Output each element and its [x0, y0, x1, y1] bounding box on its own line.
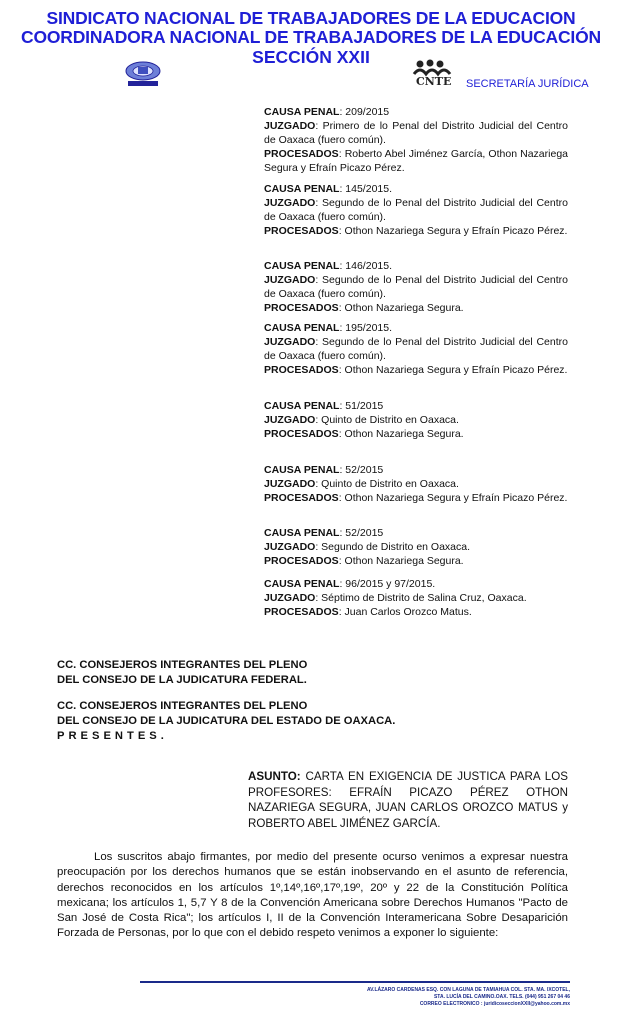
header-coordinator-name: COORDINADORA NACIONAL DE TRABAJADORES DE LA EDUCACIÓN [21, 27, 601, 47]
addressee-line: DEL CONSEJO DE LA JUDICATURA DEL ESTADO DE OAXACA. [57, 715, 396, 727]
causa-value: : 52/2015 [339, 464, 384, 476]
causa-label: CAUSA PENAL [264, 400, 340, 412]
juzgado-label: JUZGADO [264, 274, 316, 286]
asunto-label: ASUNTO: [248, 770, 301, 783]
juzgado-label: JUZGADO [264, 541, 316, 553]
causa-label: CAUSA PENAL [264, 578, 340, 590]
footer-divider [140, 981, 570, 983]
procesados-value: : Othon Nazariega Segura y Efraín Picazo Pérez. [338, 364, 568, 376]
causa-label: CAUSA PENAL [264, 260, 340, 272]
juzgado-label: JUZGADO [264, 197, 316, 209]
procesados-value: : Othon Nazariega Segura y Efraín Picazo Pérez. [338, 492, 568, 504]
juzgado-label: JUZGADO [264, 478, 316, 490]
case-entry [264, 526, 568, 568]
case-entry [264, 259, 568, 315]
footer-address [140, 987, 570, 1008]
footer-email: CORREO ELECTRONICO : juridicoseccionXXII@yahoo.com.mx [419, 1001, 570, 1007]
footer-line: STA. LUCÍA DEL CAMINO.OAX. TELS. (044) 951 267 04 46 [433, 994, 570, 1000]
case-entry [264, 399, 568, 441]
juzgado-label: JUZGADO [264, 120, 316, 132]
procesados-value: : Othon Nazariega Segura. [338, 302, 464, 314]
juzgado-value: : Segundo de lo Penal del Distrito Judicial del Centro de Oaxaca (fuero común). [264, 274, 568, 300]
juzgado-value: : Quinto de Distrito en Oaxaca. [315, 478, 459, 490]
snte-seal-logo [120, 60, 166, 88]
cnte-logo [410, 58, 462, 86]
procesados-label: PROCESADOS [264, 225, 339, 237]
header-section: SECCIÓN XXII [252, 47, 370, 67]
procesados-value: : Roberto Abel Jiménez García, Othon Nazariega Segura y Efraín Picazo Pérez. [264, 148, 568, 174]
causa-label: CAUSA PENAL [264, 322, 340, 334]
juzgado-label: JUZGADO [264, 592, 316, 604]
juzgado-value: : Segundo de Distrito en Oaxaca. [315, 541, 471, 553]
asunto-block [248, 769, 568, 831]
procesados-label: PROCESADOS [264, 364, 339, 376]
addressee-federal [57, 658, 307, 688]
juzgado-value: : Séptimo de Distrito de Salina Cruz, Oaxaca. [315, 592, 527, 604]
case-entry [264, 182, 568, 238]
juzgado-value: : Primero de lo Penal del Distrito Judicial del Centro de Oaxaca (fuero común). [264, 120, 568, 146]
causa-value: : 209/2015 [339, 106, 390, 118]
asunto-text: CARTA EN EXIGENCIA DE JUSTICA PARA LOS PROFESORES: EFRAÍN PICAZO PÉREZ OTHON NAZARIEGA SEGURA, JUAN CARLOS OROZCO MATUS y ROBERTO ABEL JIMÉNEZ GARCÍA. [248, 770, 568, 830]
case-entry [264, 577, 568, 619]
causa-value: : 96/2015 y 97/2015. [339, 578, 436, 590]
case-entry [264, 105, 568, 175]
juzgado-value: : Segundo de lo Penal del Distrito Judicial del Centro de Oaxaca (fuero común). [264, 336, 568, 362]
addressee-line: DEL CONSEJO DE LA JUDICATURA FEDERAL. [57, 674, 307, 686]
causa-label: CAUSA PENAL [264, 464, 340, 476]
addressee-line: CC. CONSEJEROS INTEGRANTES DEL PLENO [57, 659, 308, 671]
causa-value: : 146/2015. [339, 260, 392, 272]
footer-line: AV.LÁZARO CARDENAS ESQ. CON LAGUNA DE TAMIAHUA COL. STA. MA. IXCOTEL, [366, 987, 570, 993]
causa-label: CAUSA PENAL [264, 106, 340, 118]
juzgado-label: JUZGADO [264, 414, 316, 426]
procesados-label: PROCESADOS [264, 302, 339, 314]
cnte-logo-text: CNTE [416, 75, 452, 86]
procesados-label: PROCESADOS [264, 428, 339, 440]
causa-value: : 195/2015. [339, 322, 392, 334]
header-union-name: SINDICATO NACIONAL DE TRABAJADORES DE LA EDUCACION [46, 8, 576, 28]
juzgado-label: JUZGADO [264, 336, 316, 348]
causa-label: CAUSA PENAL [264, 183, 340, 195]
procesados-value: : Juan Carlos Orozco Matus. [338, 606, 472, 618]
causa-value: : 145/2015. [339, 183, 392, 195]
case-entry [264, 321, 568, 377]
addressee-state [57, 699, 395, 744]
juzgado-value: : Segundo de lo Penal del Distrito Judicial del Centro de Oaxaca (fuero común). [264, 197, 568, 223]
causa-value: : 51/2015 [339, 400, 384, 412]
causa-label: CAUSA PENAL [264, 527, 340, 539]
procesados-label: PROCESADOS [264, 148, 339, 160]
causa-value: : 52/2015 [339, 527, 384, 539]
procesados-value: : Othon Nazariega Segura y Efraín Picazo Pérez. [338, 225, 568, 237]
secretaria-juridica: SECRETARÍA JURÍDICA [466, 78, 589, 90]
procesados-label: PROCESADOS [264, 492, 339, 504]
presentes: PRESENTES. [57, 730, 168, 742]
procesados-label: PROCESADOS [264, 555, 339, 567]
procesados-value: : Othon Nazariega Segura. [338, 555, 464, 567]
addressee-line: CC. CONSEJEROS INTEGRANTES DEL PLENO [57, 700, 308, 712]
case-entry [264, 463, 568, 505]
body-paragraph: Los suscritos abajo firmantes, por medio del presente ocurso venimos a expresar nuestra preocupación por los derechos humanos que se están inobservando en el asunto de referencia, derechos reconocidos en los artículos 1º,14º,16º,17º,19º, 20º y 22 de la Constitución Política mexicana; los artículos 1, 5,7 Y 8 de la Convención Americana sobre Derechos Humanos "Pacto de San José de Costa Rica"; los artículos I, II de la Convención Interamericana Sobre Desaparición Forzada de Personas, por lo que con el debido respeto venimos a exponer lo siguiente: [57, 851, 568, 940]
procesados-label: PROCESADOS [264, 606, 339, 618]
procesados-value: : Othon Nazariega Segura. [338, 428, 464, 440]
juzgado-value: : Quinto de Distrito en Oaxaca. [315, 414, 459, 426]
